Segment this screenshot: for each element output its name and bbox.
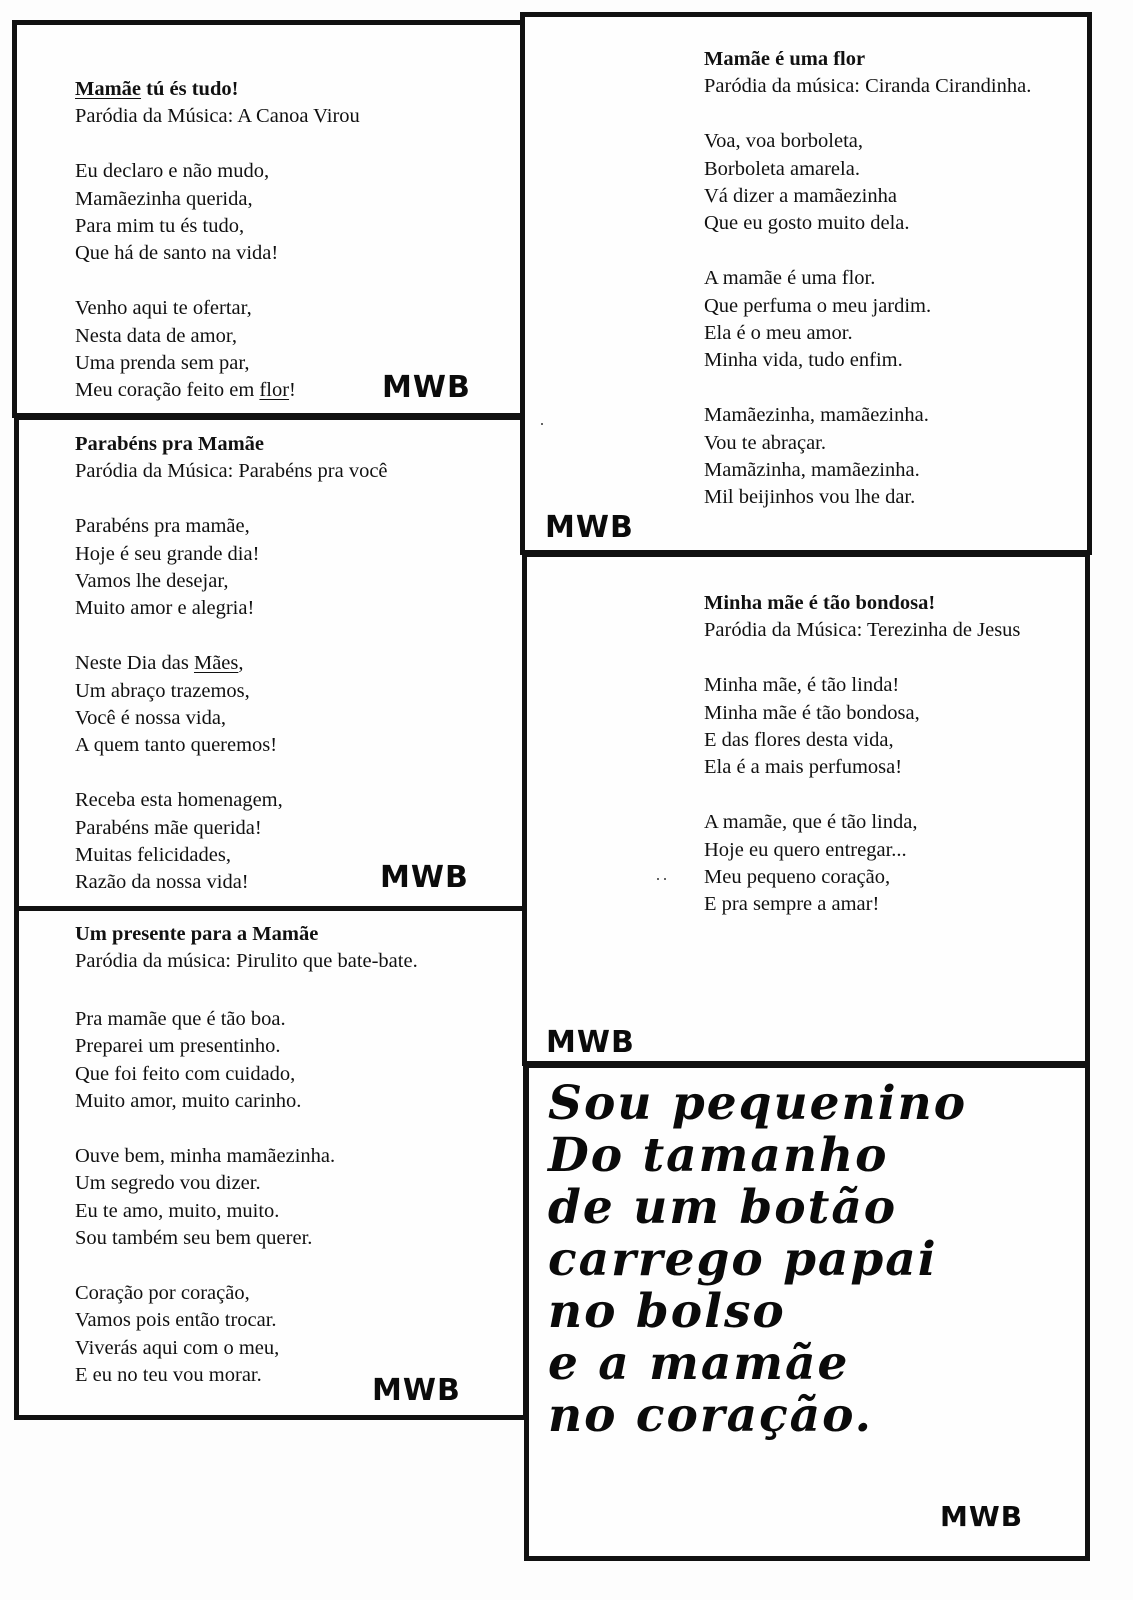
signature-mwb: MWB [545, 510, 634, 545]
verse-line: E eu no teu vou morar. [75, 1364, 262, 1387]
verse-line: Que perfuma o meu jardim. [704, 294, 932, 317]
verse-line: E pra sempre a amar! [704, 893, 880, 916]
handwritten-line: e a mamãe [548, 1336, 850, 1391]
poem-mamae-e-uma-flor [704, 46, 1031, 512]
verse-line: Muitas felicidades, [75, 844, 231, 867]
verse-line: Minha vida, tudo enfim. [704, 349, 903, 372]
verse-line: Muito amor e alegria! [75, 597, 255, 620]
poem-subtitle: Paródia da Música: A Canoa Virou [75, 105, 360, 128]
verse-line: Que eu gosto muito dela. [704, 212, 910, 235]
poem-parabens-pra-mamae [75, 431, 388, 897]
handwritten-line: no bolso [548, 1284, 786, 1339]
signature-mwb: MWB [940, 1500, 1024, 1533]
verse-line: Receba esta homenagem, [75, 789, 283, 812]
poem-subtitle: Paródia da música: Ciranda Cirandinha. [704, 75, 1032, 98]
verse-line: Que foi feito com cuidado, [75, 1062, 296, 1085]
verse-line: A quem tanto queremos! [75, 734, 278, 757]
poem-title: Mamãe é uma flor [704, 48, 866, 70]
signature-mwb: MWB [546, 1025, 635, 1060]
verse-line: Parabéns mãe querida! [75, 816, 262, 839]
verse-line: Ela é a mais perfumosa! [704, 756, 903, 779]
poem-subtitle: Paródia da música: Pirulito que bate-bate. [75, 950, 418, 973]
verse-line: Meu pequeno coração, [704, 866, 891, 889]
poem-subtitle: Paródia da Música: Terezinha de Jesus [704, 619, 1021, 642]
verse-line: Hoje eu quero entregar... [704, 838, 907, 861]
verse-line: Preparei um presentinho. [75, 1035, 281, 1058]
verse-line: Mamãzinha, mamãezinha. [704, 459, 920, 482]
verse-line: Coração por coração, [75, 1281, 250, 1304]
verse-line: Voa, voa borboleta, [704, 130, 864, 153]
verse-line: Vou te abraçar. [704, 431, 826, 454]
verse-line: Eu te amo, muito, muito. [75, 1199, 280, 1222]
verse-line: Hoje é seu grande dia! [75, 542, 260, 565]
signature-mwb: MWB [380, 860, 469, 895]
verse-line: A mamãe, que é tão linda, [704, 811, 918, 834]
handwritten-line: Do tamanho [548, 1128, 889, 1183]
verse-line: Sou também seu bem querer. [75, 1227, 313, 1250]
verse-line: Você é nossa vida, [75, 707, 227, 730]
verse-line: Eu declaro e não mudo, [75, 160, 270, 183]
verse-line: Minha mãe, é tão linda! [704, 674, 900, 697]
verse-line: Viverás aqui com o meu, [75, 1336, 280, 1359]
verse-line: Meu coração feito em flor! [75, 379, 296, 402]
verse-line: Que há de santo na vida! [75, 242, 279, 265]
handwritten-verse [548, 1078, 967, 1442]
scan-speck [664, 878, 666, 880]
verse-line: Uma prenda sem par, [75, 352, 250, 375]
verse-line: Vamos pois então trocar. [75, 1309, 277, 1332]
verse-line: Neste Dia das Mães, [75, 652, 244, 675]
verse-line: Para mim tu és tudo, [75, 215, 245, 238]
verse-line: A mamãe é uma flor. [704, 267, 876, 290]
poem-subtitle: Paródia da Música: Parabéns pra você [75, 460, 388, 483]
verse-line: Mamãezinha querida, [75, 187, 253, 210]
scan-speck [657, 878, 659, 880]
verse-line: Minha mãe é tão bondosa, [704, 701, 920, 724]
poem-title: Mamãe tú és tudo! [75, 78, 239, 100]
verse-line: Mamãezinha, mamãezinha. [704, 404, 929, 427]
verse-line: Um abraço trazemos, [75, 679, 250, 702]
verse-line: Mil beijinhos vou lhe dar. [704, 486, 916, 509]
verse-line: E das flores desta vida, [704, 729, 894, 752]
poem-mamae-tu-es-tudo [75, 76, 360, 405]
verse-line: Razão da nossa vida! [75, 871, 249, 894]
verse-line: Vá dizer a mamãezinha [704, 185, 897, 208]
verse-line: Borboleta amarela. [704, 157, 860, 180]
poem-title: Minha mãe é tão bondosa! [704, 592, 936, 614]
verse-line: Vamos lhe desejar, [75, 570, 229, 593]
verse-line: Ela é o meu amor. [704, 322, 853, 345]
verse-line: Ouve bem, minha mamãezinha. [75, 1144, 336, 1167]
verse-line: Nesta data de amor, [75, 324, 237, 347]
verse-line: Venho aqui te ofertar, [75, 297, 252, 320]
poem-um-presente-para-a-mamae [75, 921, 418, 1389]
scan-speck [541, 423, 543, 425]
signature-mwb: MWB [372, 1373, 461, 1408]
handwritten-line: Sou pequenino [548, 1076, 968, 1131]
handwritten-line: de um botão [548, 1180, 898, 1235]
verse-line: Muito amor, muito carinho. [75, 1090, 302, 1113]
handwritten-line: carrego papai [548, 1232, 938, 1287]
verse-line: Um segredo vou dizer. [75, 1172, 261, 1195]
handwritten-line: no coração. [548, 1388, 874, 1443]
poem-minha-mae-e-tao-bondosa [704, 590, 1020, 919]
poem-title: Um presente para a Mamãe [75, 923, 319, 945]
verse-line: Pra mamãe que é tão boa. [75, 1007, 286, 1030]
signature-mwb: MWB [382, 370, 471, 405]
verse-line: Parabéns pra mamãe, [75, 515, 250, 538]
poem-title: Parabéns pra Mamãe [75, 433, 265, 455]
